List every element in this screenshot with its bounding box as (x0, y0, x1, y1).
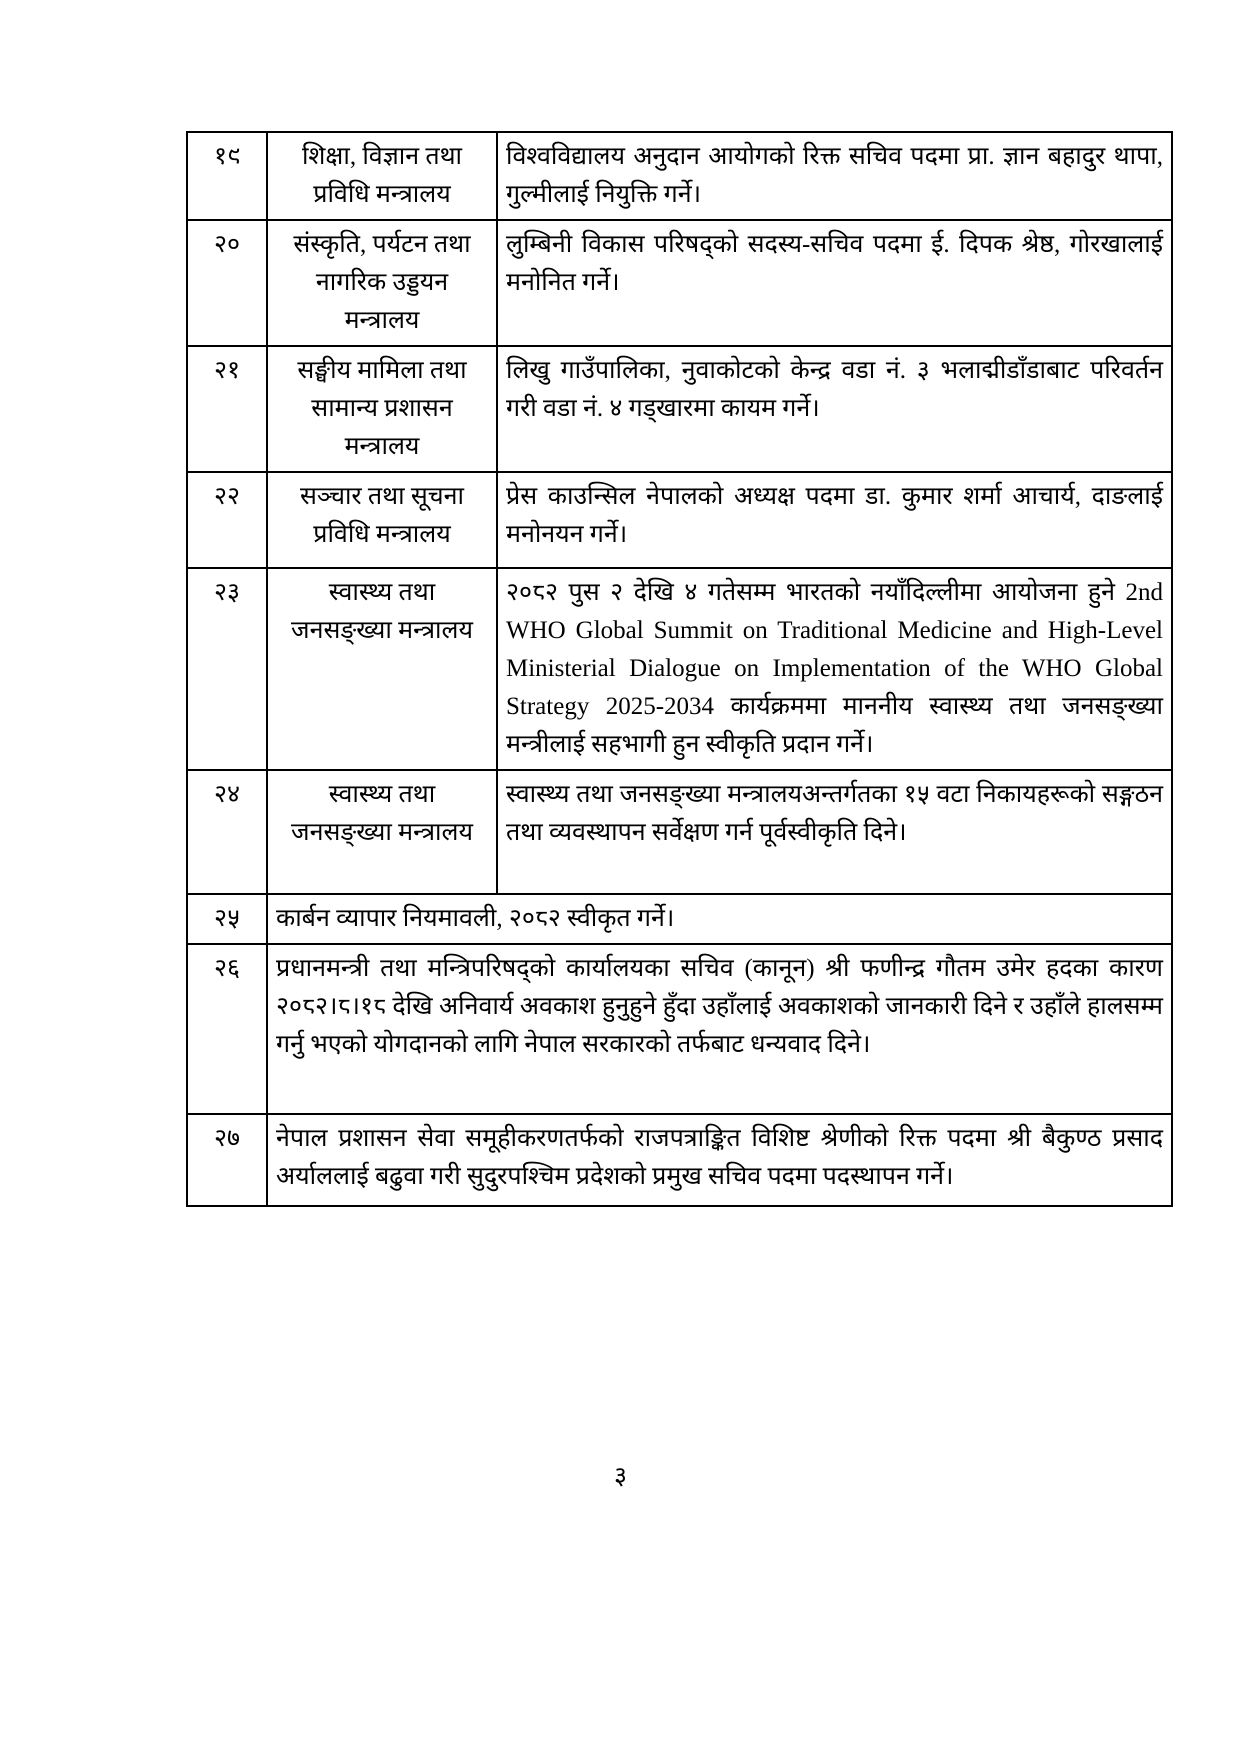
serial-number-cell: १९ (187, 132, 267, 220)
ministry-cell: सङ्घीय मामिला तथा सामान्य प्रशासन मन्त्रालय (267, 346, 497, 472)
serial-number-cell: २० (187, 220, 267, 346)
decisions-table (186, 131, 1173, 1207)
decision-cell: कार्बन व्यापार नियमावली, २०८२ स्वीकृत गर्ने। (267, 894, 1172, 944)
table-row (187, 472, 1172, 568)
serial-number-cell: २५ (187, 894, 267, 944)
decision-cell: विश्वविद्यालय अनुदान आयोगको रिक्त सचिव पदमा प्रा. ज्ञान बहादुर थापा, गुल्मीलाई नियुक्ति गर्ने। (497, 132, 1172, 220)
serial-number-cell: २७ (187, 1114, 267, 1206)
serial-number-cell: २६ (187, 944, 267, 1114)
decision-cell: प्रेस काउन्सिल नेपालको अध्यक्ष पदमा डा. कुमार शर्मा आचार्य, दाङलाई मनोनयन गर्ने। (497, 472, 1172, 568)
table-row (187, 132, 1172, 220)
table-row (187, 1114, 1172, 1206)
ministry-cell: स्वास्थ्य तथा जनसङ्ख्या मन्त्रालय (267, 568, 497, 770)
table-row (187, 346, 1172, 472)
ministry-cell: संस्कृति, पर्यटन तथा नागरिक उड्डयन मन्त्रालय (267, 220, 497, 346)
page-number: ३ (613, 1463, 627, 1490)
table-row (187, 770, 1172, 894)
serial-number-cell: २४ (187, 770, 267, 894)
serial-number-cell: २३ (187, 568, 267, 770)
table-row (187, 220, 1172, 346)
decision-cell: प्रधानमन्त्री तथा मन्त्रिपरिषद्‌को कार्यालयका सचिव (कानून) श्री फणीन्द्र गौतम उमेर हदका कारण २०८२।८।१८ देखि अनिवार्य अवकाश हुनुहुने हुँदा उहाँलाई अवकाशको जानकारी दिने र उहाँले हालसम्म गर्नु भएको योगदानको लागि नेपाल सरकारको तर्फबाट धन्यवाद दिने। (267, 944, 1172, 1114)
serial-number-cell: २१ (187, 346, 267, 472)
decision-cell: २०८२ पुस २ देखि ४ गतेसम्म भारतको नयाँदिल्लीमा आयोजना हुने 2nd WHO Global Summit on Traditional Medicine and High-Level Ministerial Dialogue on Implementation of the WHO Global Strategy 2025-2034 कार्यक्रममा माननीय स्वास्थ्य तथा जनसङ्ख्या मन्त्रीलाई सहभागी हुन स्वीकृति प्रदान गर्ने। (497, 568, 1172, 770)
decision-cell: स्वास्थ्य तथा जनसङ्ख्या मन्त्रालयअन्तर्गतका १५ वटा निकायहरूको सङ्गठन तथा व्यवस्थापन सर्वेक्षण गर्न पूर्वस्वीकृति दिने। (497, 770, 1172, 894)
ministry-cell: स्वास्थ्य तथा जनसङ्ख्या मन्त्रालय (267, 770, 497, 894)
table-row (187, 944, 1172, 1114)
table-row (187, 894, 1172, 944)
decision-cell: लिखु गाउँपालिका, नुवाकोटको केन्द्र वडा नं. ३ भलाद्मीडाँडाबाट परिवर्तन गरी वडा नं. ४ गड्खारमा कायम गर्ने। (497, 346, 1172, 472)
table-row (187, 568, 1172, 770)
ministry-cell: शिक्षा, विज्ञान तथा प्रविधि मन्त्रालय (267, 132, 497, 220)
serial-number-cell: २२ (187, 472, 267, 568)
decision-cell: लुम्बिनी विकास परिषद्‌को सदस्य-सचिव पदमा ई. दिपक श्रेष्ठ, गोरखालाई मनोनित गर्ने। (497, 220, 1172, 346)
ministry-cell: सञ्चार तथा सूचना प्रविधि मन्त्रालय (267, 472, 497, 568)
decision-cell: नेपाल प्रशासन सेवा समूहीकरणतर्फको राजपत्राङ्कित विशिष्ट श्रेणीको रिक्त पदमा श्री बैकुण्ठ प्रसाद अर्याललाई बढुवा गरी सुदुरपश्चिम प्रदेशको प्रमुख सचिव पदमा पदस्थापन गर्ने। (267, 1114, 1172, 1206)
